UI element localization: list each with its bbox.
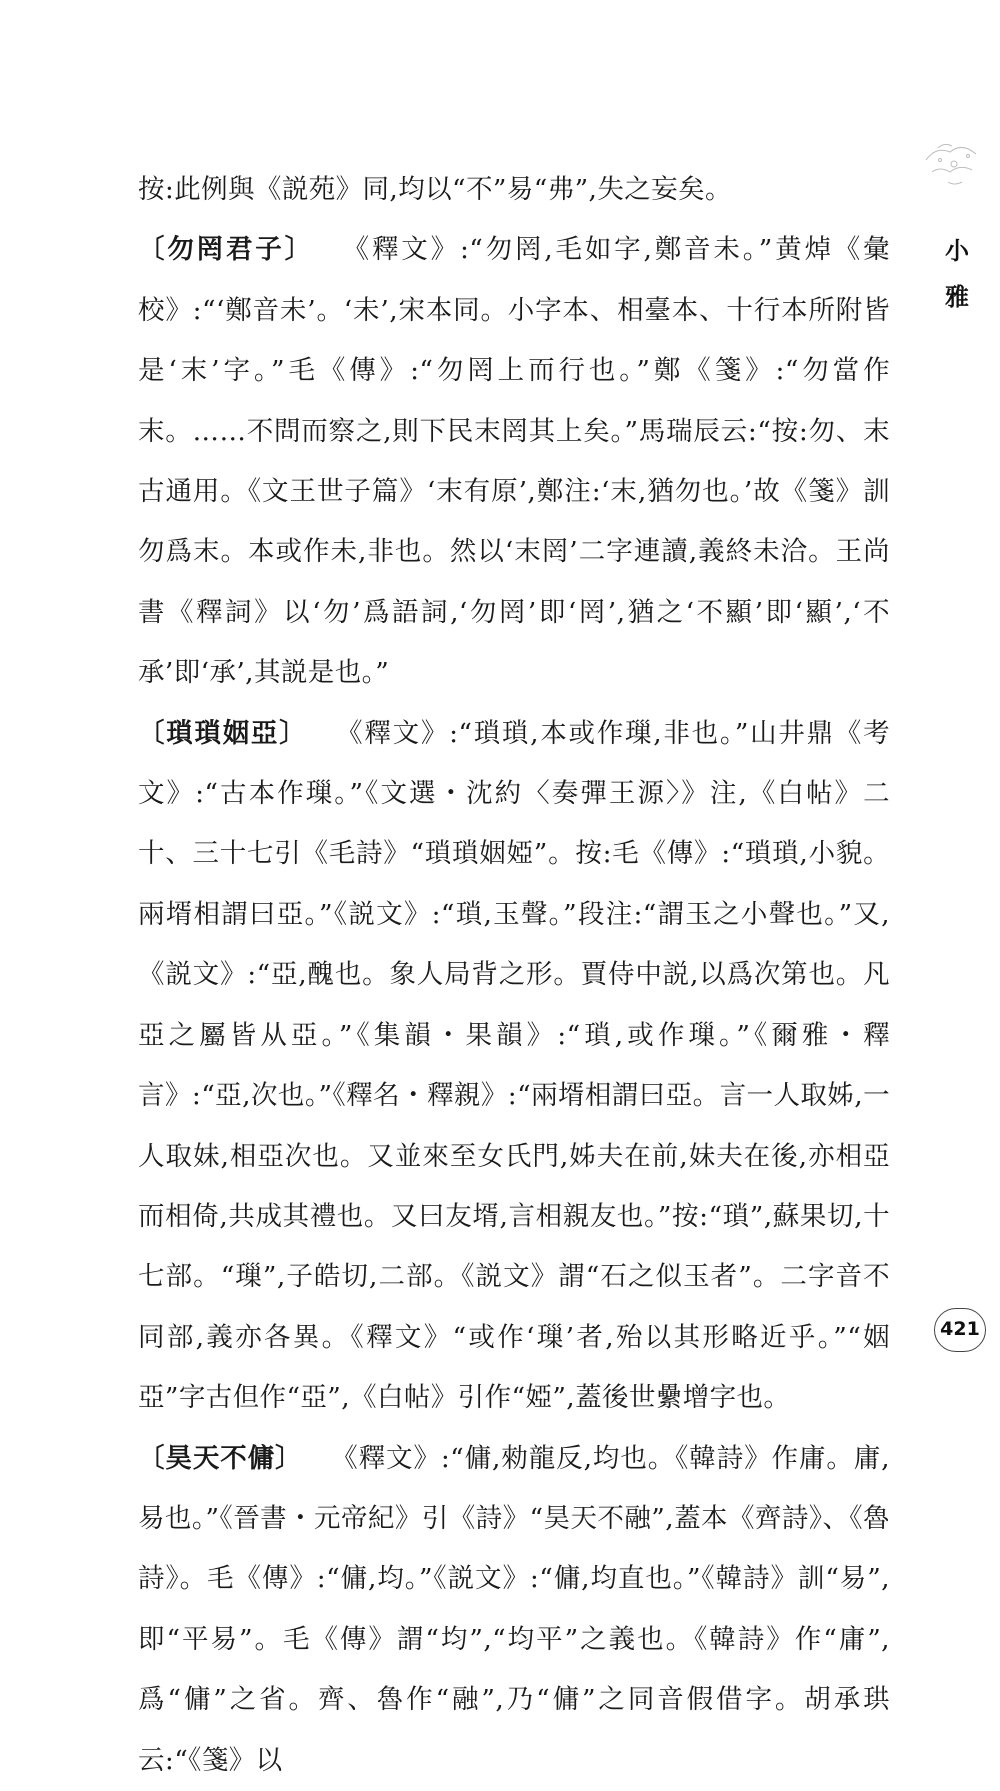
entry-wuwang-junzi	[138, 220, 890, 703]
body-text	[138, 160, 890, 1791]
section-title-char-2: 雅	[945, 283, 969, 311]
entry-text: 《釋文》:“瑣瑣,本或作璅,非也。”山井鼎《考文》:“古本作璅。”《文選・沈約〈奏彈王源〉》注,《白帖》二十、三十七引《毛詩》“瑣瑣姻婭”。按:毛《傳》:“瑣瑣,小貌。兩壻相謂曰亞。”《説文》:“瑣,玉聲。”段注:“謂玉之小聲也。”又,《説文》:“亞,醜也。象人局背之形。賈侍中説,以爲次第也。凡亞之屬皆从亞。”《集韻・果韻》:“瑣,或作璅。”《爾雅・釋言》:“亞,次也。”《釋名・釋親》:“兩壻相謂曰亞。言一人取姊,一人取妹,相亞次也。又並來至女氏門,姊夫在前,妹夫在後,亦相亞而相倚,共成其禮也。又曰友壻,言相親友也。”按:“瑣”,蘇果切,十七部。“璅”,子皓切,二部。《説文》謂“石之似玉者”。二字音不同部,義亦各異。《釋文》“或作‘璅’者,殆以其形略近乎。”“姻亞”字古但作“亞”,《白帖》引作“婭”,蓋後世纍增字也。	[138, 717, 890, 1414]
entry-haotian-buyong	[138, 1429, 890, 1791]
corner-ornament	[918, 130, 988, 200]
section-title-char-1: 小	[945, 237, 969, 265]
entry-heading: 〔瑣瑣姻亞〕	[138, 717, 308, 749]
paragraph-note	[138, 160, 890, 220]
page-number: 421	[934, 1308, 986, 1352]
entry-text: 《釋文》:“勿罔,毛如字,鄭音未。”黄焯《彙校》:“‘鄭音未’。‘未’,宋本同。小字本、相臺本、十行本所附皆是‘末’字。”毛《傳》:“勿罔上而行也。”鄭《箋》:“勿當作末。……不問而察之,則下民末罔其上矣。”馬瑞辰云:“按:勿、末古通用。《文王世子篇》‘末有原’,鄭注:‘末,猶勿也。’故《箋》訓勿爲末。本或作未,非也。然以‘末罔’二字連讀,義終未洽。王尚書《釋詞》以‘勿’爲語詞,‘勿罔’即‘罔’,猶之‘不顯’即‘顯’,‘不承’即‘承’,其説是也。”	[138, 234, 890, 689]
entry-suosuo-yinya	[138, 704, 890, 1429]
paragraph-text: 按:此例與《説苑》同,均以“不”易“弗”,失之妄矣。	[138, 174, 732, 205]
entry-heading: 〔昊天不傭〕	[138, 1442, 303, 1474]
section-title-vertical	[942, 228, 972, 320]
entry-text: 《釋文》:“傭,勑龍反,均也。《韓詩》作庸。庸,易也。”《晉書・元帝紀》引《詩》“昊天不融”,蓋本《齊詩》、《魯詩》。毛《傳》:“傭,均。”《説文》:“傭,均直也。”《韓詩》訓“易”,即“平易”。毛《傳》謂“均”,“均平”之義也。《韓詩》作“庸”,爲“傭”之省。齊、魯作“融”,乃“傭”之同音假借字。胡承珙云:“《箋》以	[138, 1442, 890, 1776]
entry-heading: 〔勿罔君子〕	[138, 234, 314, 266]
